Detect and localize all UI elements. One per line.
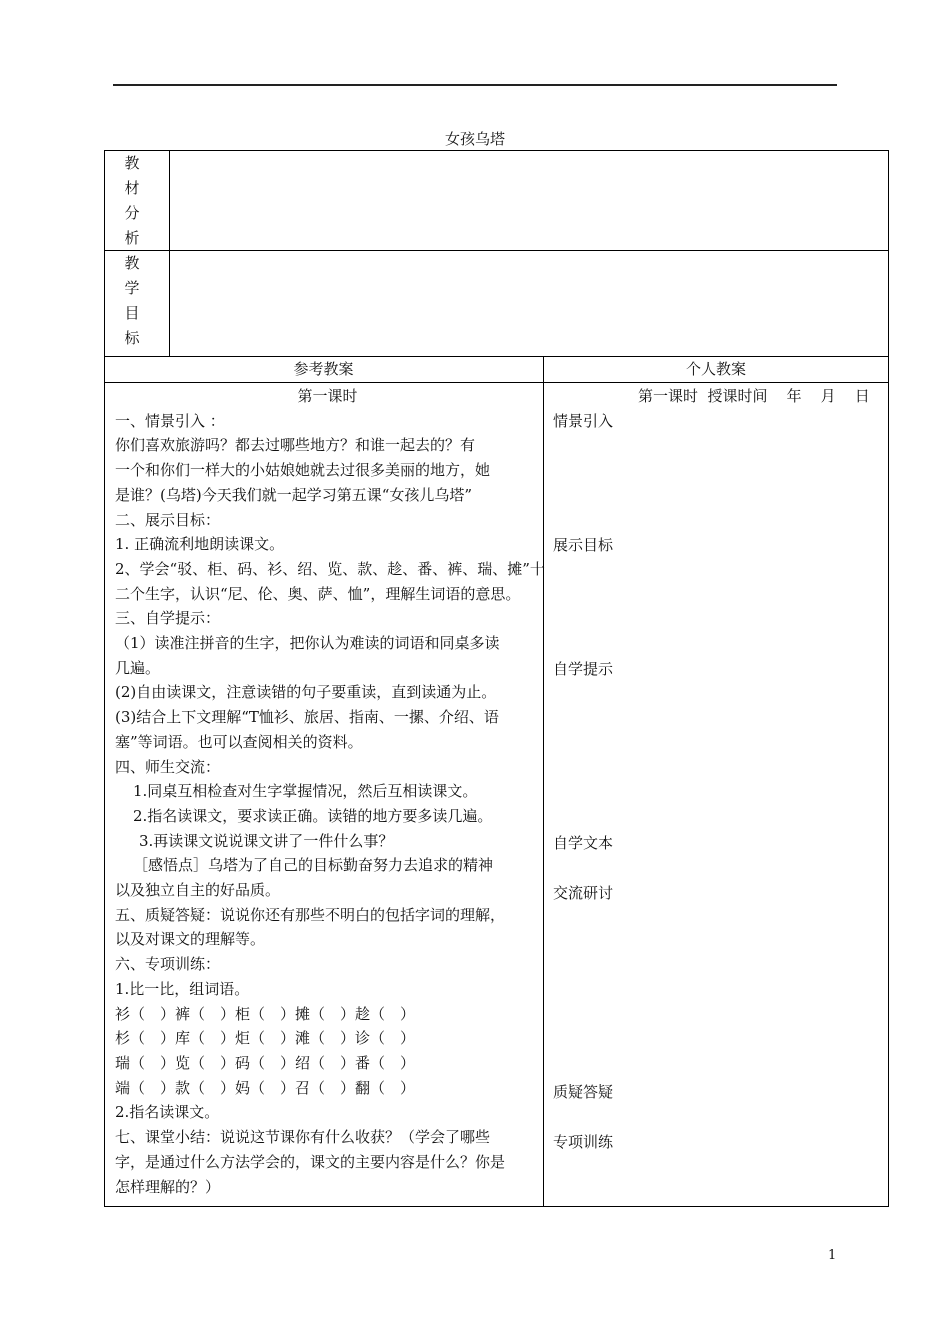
- text-line: 塞”等词语。也可以查阅相关的资料。: [115, 732, 363, 751]
- reference-plan-header: 参考教案: [293, 360, 354, 378]
- text-line: 字，是通过什么方法学会的，课文的主要内容是什么？你是: [115, 1152, 506, 1171]
- label-self-study-text: 自学文本: [553, 834, 614, 852]
- reference-plan-content: [115, 384, 545, 1199]
- text-line: 2、学会“驳、柜、码、衫、绍、览、款、趁、番、裤、瑞、摊”十: [115, 559, 545, 578]
- section-heading: 一、情景引入 ：: [115, 411, 225, 430]
- text-line: 是谁？(乌塔)今天我们就一起学习第五课“女孩儿乌塔”: [115, 485, 473, 504]
- main-column-divider: [543, 356, 544, 1207]
- section-heading: 二、展示目标：: [115, 510, 221, 529]
- exercise-row: 端（ ）款（ ）妈（ ）召（ ）翻（ ）: [115, 1078, 416, 1097]
- text-line: 怎样理解的？）: [115, 1177, 221, 1196]
- text-line: 以及独立自主的好品质。: [115, 881, 281, 900]
- exercise-row: 杉（ ）库（ ）炬（ ）滩（ ）诊（ ）: [115, 1029, 416, 1048]
- text-line: 1. 正确流利地朗读课文。: [115, 535, 285, 554]
- text-line: (2)自由读课文，注意读错的句子要重读，直到读通为止。: [115, 683, 497, 702]
- exercise-row: 瑞（ ）览（ ）码（ ）绍（ ）番（ ）: [115, 1053, 416, 1072]
- text-line: 几遍。: [115, 658, 161, 677]
- text-line: ［感悟点］乌塔为了自己的目标勤奋努力去追求的精神: [133, 856, 494, 875]
- label-scenario-intro: 情景引入: [553, 412, 614, 430]
- header-rule: [113, 84, 837, 86]
- text-line: 二个生字，认识“尼、伦、奥、萨、恤”，理解生词语的意思。: [115, 584, 521, 603]
- personal-plan-header: 个人教案: [685, 360, 746, 378]
- label-questions: 质疑答疑: [553, 1083, 614, 1101]
- section-heading: 七、课堂小结：说说这节课你有什么收获？（学会了哪些: [115, 1128, 491, 1147]
- section-heading: 六、专项训练：: [115, 955, 221, 974]
- label-special-training: 专项训练: [553, 1133, 614, 1151]
- text-line: (3)结合上下文理解“T恤衫、旅居、指南、一摞、介绍、语: [115, 708, 499, 727]
- document-title: 女孩乌塔: [444, 130, 505, 148]
- text-line: 以及对课文的理解等。: [115, 930, 266, 949]
- teaching-goals-label: 教 学 目 标: [124, 254, 140, 347]
- exercise-row: 衫（ ）裤（ ）柜（ ）摊（ ）趁（ ）: [115, 1004, 416, 1023]
- text-line: 1.比一比，组词语。: [115, 979, 250, 998]
- text-line: 你们喜欢旅游吗？都去过哪些地方？和谁一起去的？有: [115, 436, 476, 455]
- label-column-divider: [169, 150, 170, 356]
- text-line: 一个和你们一样大的小姑娘她就去过很多美丽的地方，她: [115, 461, 491, 480]
- label-discussion: 交流研讨: [553, 884, 614, 902]
- text-line: 3.再读课文说说课文讲了一件什么事？: [139, 831, 394, 850]
- section-heading: 三、自学提示：: [115, 609, 221, 628]
- label-show-goals: 展示目标: [553, 536, 614, 554]
- column-header-divider: [104, 382, 889, 383]
- row-divider-2: [104, 356, 889, 357]
- row-divider-1: [104, 250, 889, 251]
- personal-lesson-period: 第一课时 授课时间 年 月 日: [638, 387, 870, 405]
- page-number: 1: [828, 1248, 837, 1263]
- textbook-analysis-label: 教 材 分 析: [124, 154, 140, 247]
- lesson-period: 第一课时: [297, 387, 358, 405]
- text-line: （1）读准注拼音的生字，把你认为难读的词语和同桌多读: [115, 634, 500, 653]
- label-self-study-hints: 自学提示: [553, 660, 614, 678]
- text-line: 2.指名读课文。: [115, 1103, 220, 1122]
- text-line: 2.指名读课文，要求读正确。读错的地方要多读几遍。: [133, 806, 493, 825]
- section-heading: 五、质疑答疑：说说你还有那些不明白的包括字词的理解，: [115, 905, 506, 924]
- section-heading: 四、师生交流：: [115, 757, 221, 776]
- text-line: 1.同桌互相检查对生字掌握情况，然后互相读课文。: [133, 782, 478, 801]
